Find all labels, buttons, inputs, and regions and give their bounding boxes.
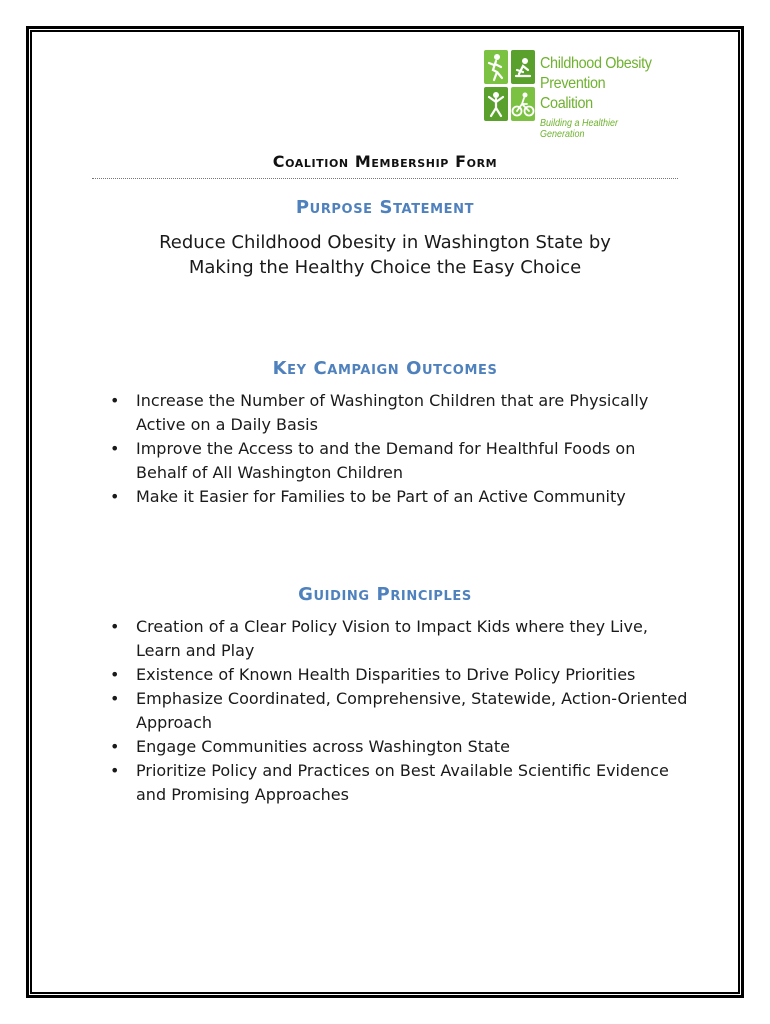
logo-name-line1: Childhood Obesity xyxy=(540,55,652,72)
outcome-item: • Make it Easier for Families to be Part of an Active Community xyxy=(108,485,688,509)
principles-list xyxy=(108,615,688,807)
purpose-line-1: Reduce Childhood Obesity in Washington State by xyxy=(159,232,611,253)
reading-icon xyxy=(511,50,535,84)
purpose-statement xyxy=(92,230,678,280)
coalition-logo xyxy=(484,48,674,140)
principles-heading: Guiding Principles xyxy=(298,584,472,605)
principle-item: • Existence of Known Health Disparities to Drive Policy Priorities xyxy=(108,663,688,687)
logo-name-line2: Prevention Coalition xyxy=(540,75,606,112)
runner-icon xyxy=(484,50,508,84)
logo-text xyxy=(540,54,674,140)
cyclist-icon xyxy=(511,87,535,121)
principle-item: • Engage Communities across Washington State xyxy=(108,735,688,759)
principle-item: • Emphasize Coordinated, Comprehensive, Statewide, Action-Oriented Approach xyxy=(108,687,688,735)
purpose-line-2: Making the Healthy Choice the Easy Choice xyxy=(188,257,582,278)
form-title: Coalition Membership Form xyxy=(272,152,498,171)
outcome-item: • Improve the Access to and the Demand for Healthful Foods on Behalf of All Washington Children xyxy=(108,437,688,485)
title-divider xyxy=(92,178,678,179)
principle-item: • Creation of a Clear Policy Vision to Impact Kids where they Live, Learn and Play xyxy=(108,615,688,663)
logo-tagline: Building a Healthier Generation xyxy=(540,118,619,140)
logo-tiles xyxy=(484,50,536,122)
principle-item: • Prioritize Policy and Practices on Best Available Scientific Evidence and Promising Approaches xyxy=(108,759,688,807)
outcomes-list xyxy=(108,389,688,509)
page-border xyxy=(28,28,742,996)
outcome-item: • Increase the Number of Washington Children that are Physically Active on a Daily Basis xyxy=(108,389,688,437)
outcomes-heading: Key Campaign Outcomes xyxy=(272,358,498,379)
purpose-heading: Purpose Statement xyxy=(295,197,475,218)
jumping-child-icon xyxy=(484,87,508,121)
